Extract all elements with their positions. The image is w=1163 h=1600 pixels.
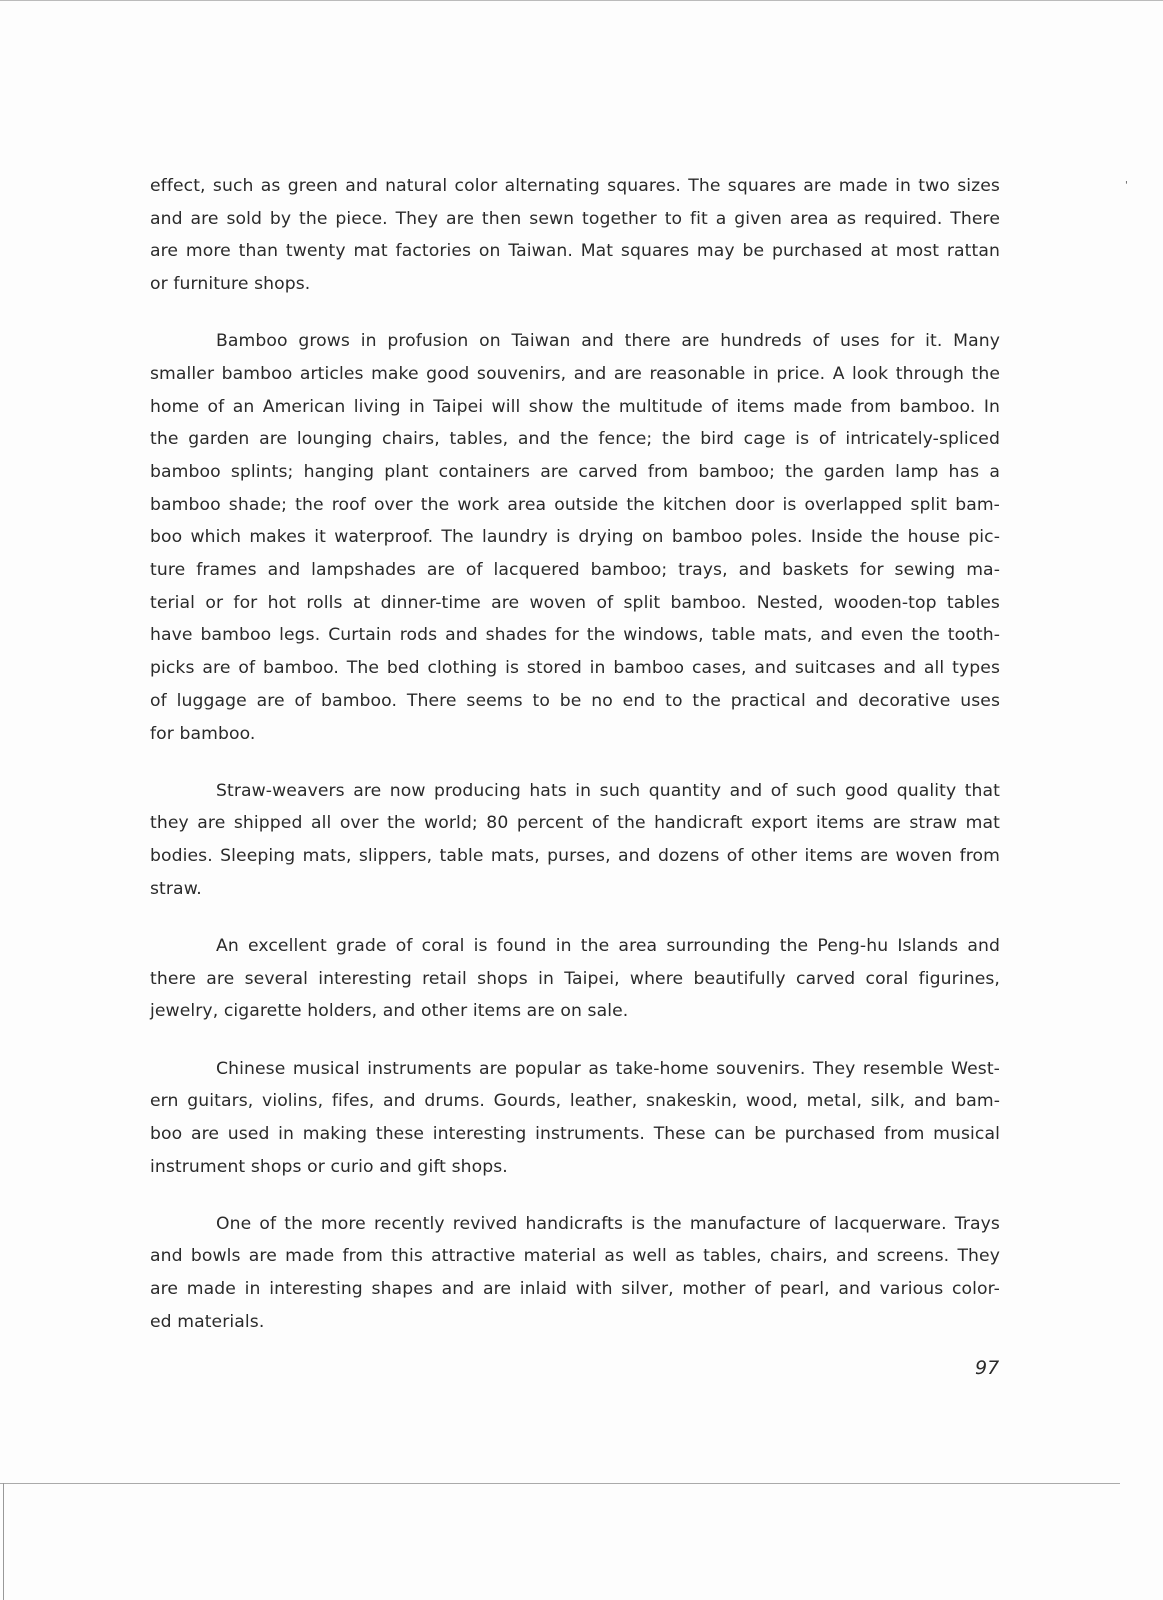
paragraph — [150, 930, 1000, 1028]
text-line: ture frames and lampshades are of lacquered bamboo; trays, and baskets for sewing ma- — [150, 560, 1000, 581]
text-line: home of an American living in Taipei will show the multitude of items made from bamboo. In — [150, 396, 1000, 417]
text-line: there are several interesting retail shops in Taipei, where beautifully carved coral figurines, — [150, 968, 1000, 989]
page-number: 97 — [975, 1357, 1000, 1379]
text-line: effect, such as green and natural color alternating squares. The squares are made in two sizes — [150, 176, 1000, 196]
text-line: straw. — [150, 878, 202, 899]
paragraph — [150, 170, 1000, 301]
text-line: or furniture shops. — [150, 274, 311, 295]
margin-mark: ' — [1125, 180, 1128, 191]
text-line: bamboo splints; hanging plant containers are carved from bamboo; the garden lamp has a — [150, 462, 1000, 482]
text-line: terial or for hot rolls at dinner-time are woven of split bamboo. Nested, wooden-top tables — [150, 592, 1000, 613]
text-line: Chinese musical instruments are popular as take-home souvenirs. They resemble West- — [216, 1058, 1000, 1079]
text-line: Bamboo grows in profusion on Taiwan and there are hundreds of uses for it. Many — [216, 331, 1000, 352]
text-line: An excellent grade of coral is found in the area surrounding the Peng-hu Islands and — [216, 935, 1000, 956]
text-line: ern guitars, violins, fifes, and drums. Gourds, leather, snakeskin, wood, metal, silk, and bam- — [150, 1091, 1000, 1112]
text-line: bamboo shade; the roof over the work area outside the kitchen door is overlapped split bam- — [150, 494, 1000, 515]
text-line: are more than twenty mat factories on Taiwan. Mat squares may be purchased at most rattan — [150, 241, 1000, 262]
text-line: and are sold by the piece. They are then sewn together to fit a given area as required. There — [150, 208, 1000, 229]
text-line: boo are used in making these interesting instruments. These can be purchased from musical — [150, 1123, 1000, 1144]
text-line: One of the more recently revived handicrafts is the manufacture of lacquerware. Trays — [216, 1213, 1000, 1234]
text-line: jewelry, cigarette holders, and other items are on sale. — [150, 1001, 629, 1022]
text-line: instrument shops or curio and gift shops. — [150, 1156, 508, 1177]
paragraph — [150, 325, 1000, 750]
text-line: smaller bamboo articles make good souvenirs, and are reasonable in price. A look through the — [150, 363, 1000, 384]
bottom-edge-rule — [0, 1483, 1120, 1484]
text-line: have bamboo legs. Curtain rods and shades for the windows, table mats, and even the tooth- — [150, 625, 1000, 646]
text-line: picks are of bamboo. The bed clothing is stored in bamboo cases, and suitcases and all types — [150, 658, 1000, 679]
text-line: of luggage are of bamboo. There seems to be no end to the practical and decorative uses — [150, 690, 1000, 711]
text-line: bodies. Sleeping mats, slippers, table mats, purses, and dozens of other items are woven from — [150, 846, 1000, 867]
paragraph — [150, 1208, 1000, 1339]
paragraph — [150, 775, 1000, 906]
text-line: they are shipped all over the world; 80 percent of the handicraft export items are straw mat — [150, 813, 1000, 834]
text-line: for bamboo. — [150, 723, 256, 744]
paragraph — [150, 1053, 1000, 1184]
text-line: and bowls are made from this attractive material as well as tables, chairs, and screens. They — [150, 1246, 1000, 1267]
text-line: Straw-weavers are now producing hats in such quantity and of such good quality that — [216, 780, 1000, 801]
left-edge-rule — [3, 1483, 4, 1600]
text-line: the garden are lounging chairs, tables, and the fence; the bird cage is of intricately-spliced — [150, 429, 1000, 450]
body-text — [150, 170, 1000, 1363]
top-edge-rule — [0, 0, 1163, 1]
text-line: ed materials. — [150, 1311, 265, 1332]
text-line: are made in interesting shapes and are inlaid with silver, mother of pearl, and various color- — [150, 1279, 1000, 1300]
text-line: boo which makes it waterproof. The laundry is drying on bamboo poles. Inside the house pic- — [150, 527, 1000, 548]
